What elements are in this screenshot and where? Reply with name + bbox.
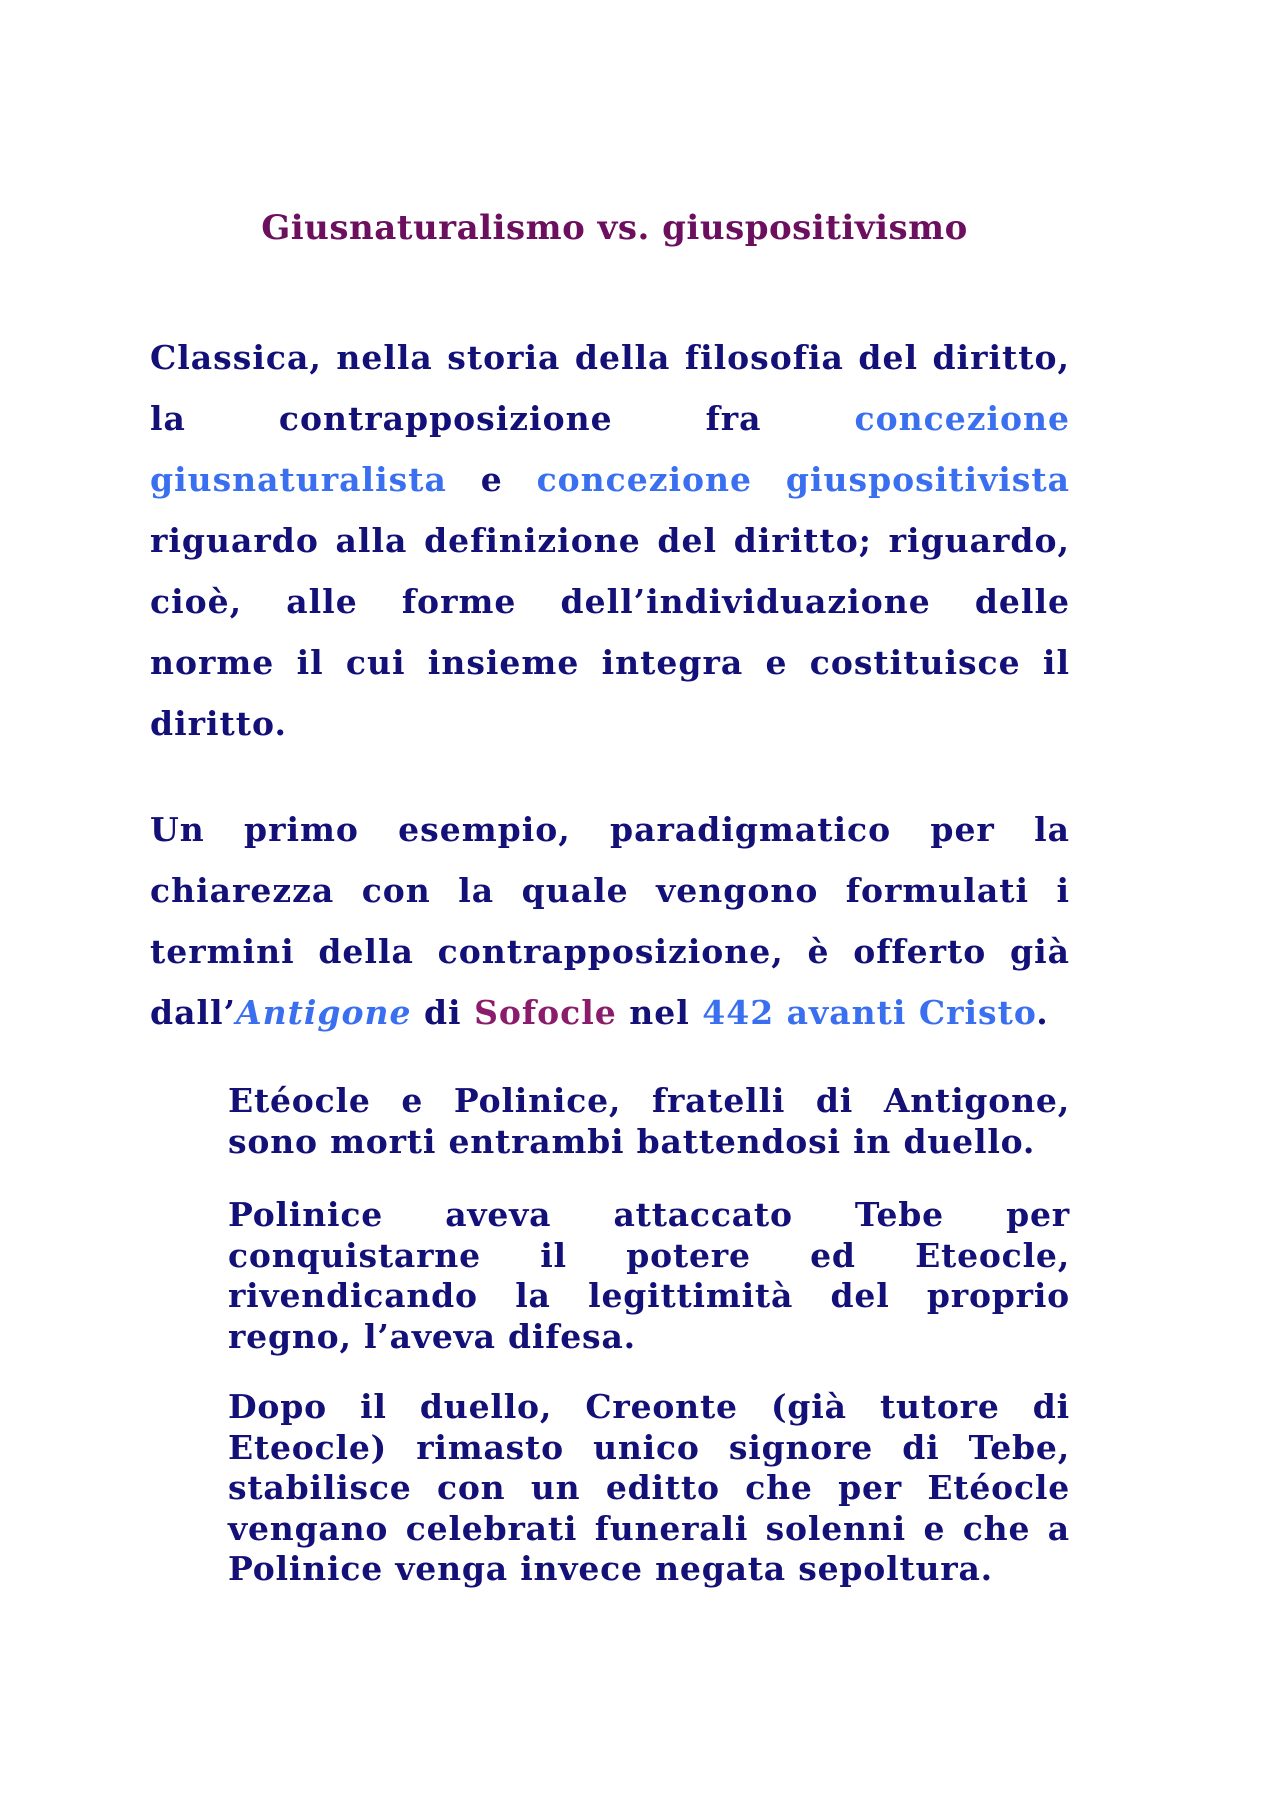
link-sofocle[interactable]: Sofocle <box>474 993 617 1032</box>
link-concezione-giuspositivista[interactable]: concezione giuspositivista <box>536 460 1070 499</box>
intro-text-1: Classica, nella storia della filosofia del diritto, la contrapposizione fra <box>150 338 1070 438</box>
example-text-2: di <box>411 993 475 1032</box>
page-title: Giusnaturalismo vs. giuspositivismo <box>261 208 968 248</box>
link-antigone[interactable]: Antigone <box>236 993 412 1032</box>
link-442-avanti-cristo[interactable]: 442 avanti Cristo <box>702 993 1037 1032</box>
example-text-4: . <box>1036 993 1049 1032</box>
quote-paragraph-1: Etéocle e Polinice, fratelli di Antigone, sono morti entrambi battendosi in duello. <box>228 1081 1070 1161</box>
intro-text-3: riguardo alla definizione del diritto; riguardo, cioè, alle forme dell’individuazione delle norme il cui insieme integra e costituisce il diritto. <box>150 521 1070 743</box>
example-paragraph <box>150 799 1070 1043</box>
intro-text-2: e <box>446 460 537 499</box>
quote-paragraph-3: Dopo il duello, Creonte (già tutore di Eteocle) rimasto unico signore di Tebe, stabilisce con un editto che per Etéocle vengano celebrati funerali solenni e che a Polinice venga invece negata sepoltura. <box>228 1387 1070 1588</box>
quote-paragraph-2: Polinice aveva attaccato Tebe per conquistarne il potere ed Eteocle, rivendicando la legittimità del proprio regno, l’aveva difesa. <box>228 1195 1070 1356</box>
example-text-3: nel <box>616 993 703 1032</box>
intro-paragraph <box>150 327 1070 754</box>
link-concezione-giusnaturalista[interactable]: concezione giusnaturalista <box>150 399 1070 499</box>
example-text-1: Un primo esempio, paradigmatico per la chiarezza con la quale vengono formulati i termini della contrapposizione, è offerto già dall’ <box>150 810 1070 1032</box>
